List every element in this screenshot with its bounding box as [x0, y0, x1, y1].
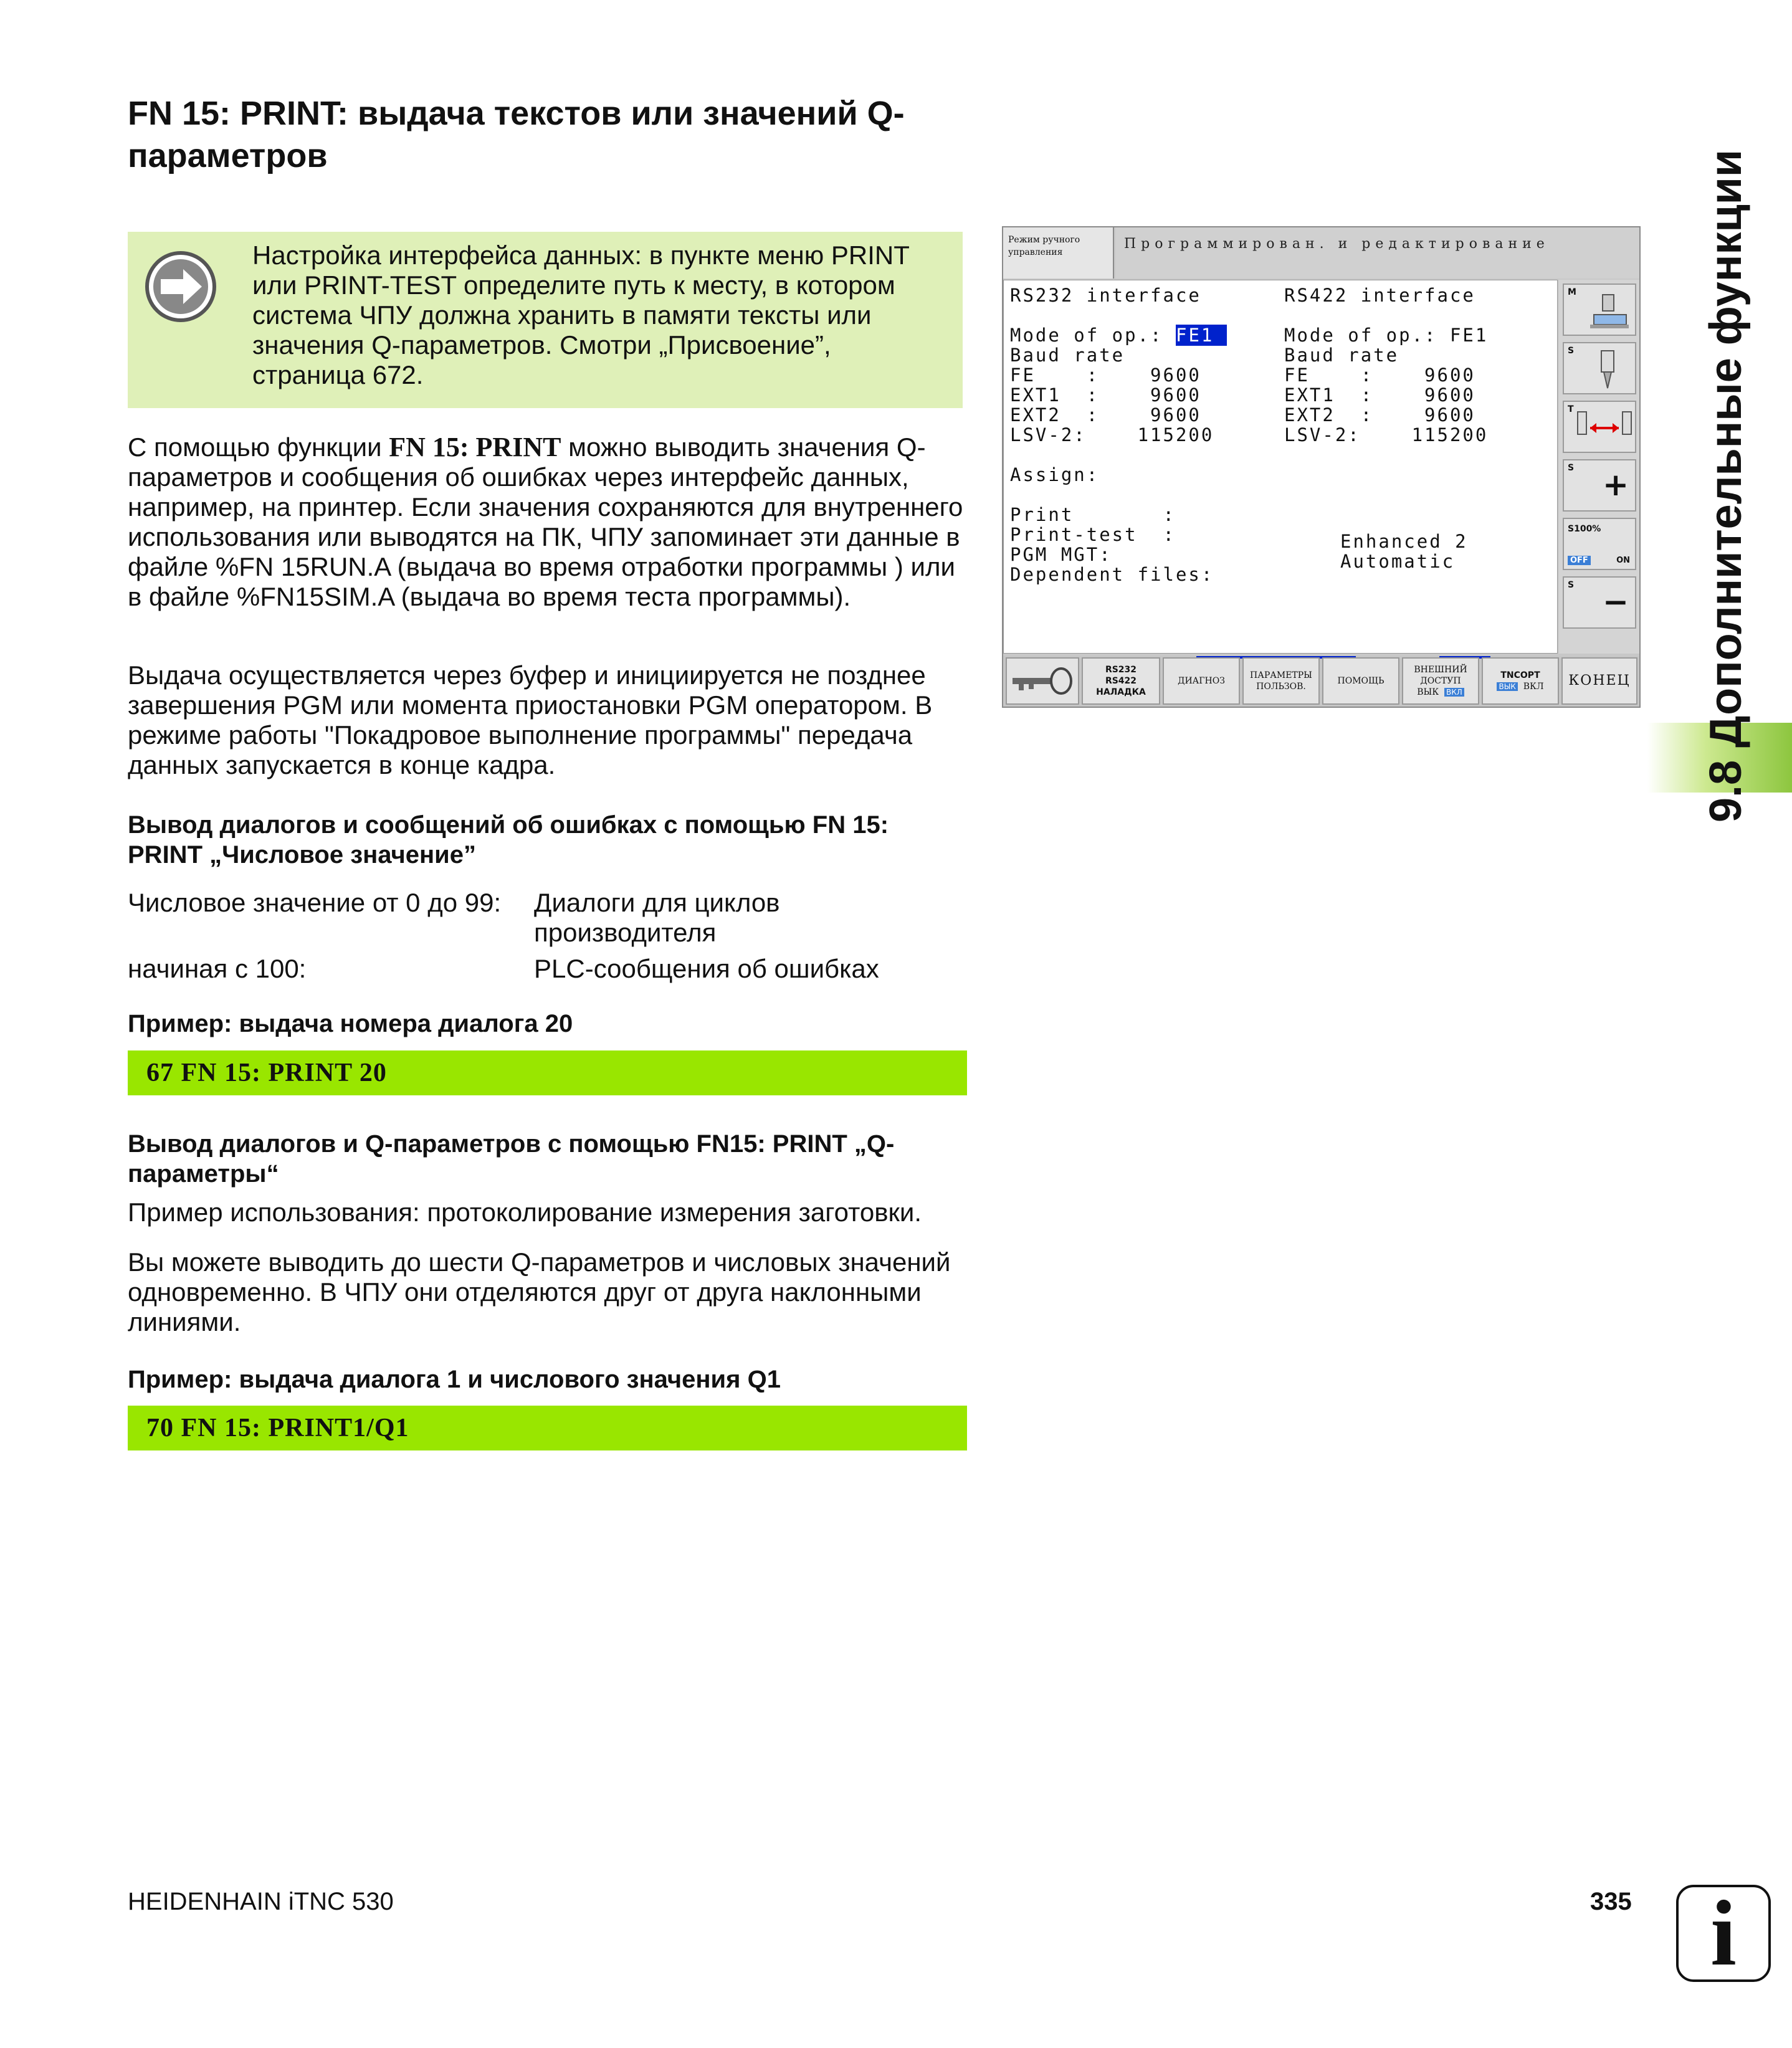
- intro-paragraph: С помощью функции FN 15: PRINT можно выводить значения Q-параметров и сообщения об ошибках через интерфейс данных, например, на принтер. Если значения сохраняются для внутреннего использования или выводятся на ПК, ЧПУ запоминает эти данные в файле %FN 15RUN.A (выдача во время отработки программы ) или в файле %FN15SIM.A (выдача во время теста программы).: [128, 432, 963, 611]
- example1-code: 67 FN 15: PRINT 20: [128, 1050, 967, 1095]
- minus-icon: −: [1603, 584, 1629, 620]
- end-softkey[interactable]: КОНЕЦ: [1561, 657, 1637, 705]
- usage-paragraph: Пример использования: протоколирование измерения заготовки.: [128, 1198, 922, 1227]
- spindle-minus-button[interactable]: S −: [1563, 576, 1636, 629]
- mode-label: Режим ручного управления: [1003, 227, 1114, 279]
- spindle-s-button[interactable]: S: [1563, 342, 1636, 394]
- external-access-softkey[interactable]: ВНЕШНИЙ ДОСТУП ВЫК ВКЛ: [1402, 657, 1479, 705]
- tool-change-icon: [1575, 409, 1634, 450]
- separator-paragraph: Вы можете выводить до шести Q-параметров и числовых значений одновременно. В ЧПУ они отделяются друг от друга наклонными линиями.: [128, 1247, 951, 1336]
- user-params-softkey[interactable]: ПАРАМЕТРЫ ПОЛЬЗОВ.: [1242, 657, 1320, 705]
- spindle-plus-button[interactable]: S +: [1563, 459, 1636, 512]
- spindle-m-button[interactable]: M: [1563, 283, 1636, 336]
- definition-row: начиная с 100: PLC-сообщения об ошибках: [128, 954, 879, 983]
- definition-row: Числовое значение от 0 до 99: Диалоги для циклов производителя: [128, 888, 780, 947]
- key-icon: [1010, 665, 1075, 697]
- side-softkeys: [1559, 280, 1639, 654]
- example2-heading: Пример: выдача диалога 1 и числового значения Q1: [128, 1366, 781, 1393]
- function-name: FN 15: PRINT: [389, 432, 561, 462]
- screen-title: Программирован. и редактирование: [1115, 227, 1639, 279]
- machine-icon: [1589, 293, 1630, 331]
- info-icon-glyph: i: [1710, 1882, 1737, 1985]
- buffer-paragraph: Выдача осуществляется через буфер и инициируется не позднее завершения PGM или момента приостановки PGM оператором. В режиме работы "Покадровое выполнение программы" передача данных запускается в конце кадра.: [128, 660, 933, 779]
- section-label: 9.8 Дополнительные функции: [1701, 149, 1751, 822]
- mode-selected-value[interactable]: FE1: [1175, 325, 1214, 346]
- rs-setup-softkey[interactable]: RS232 RS422 НАЛАДКА: [1082, 657, 1160, 705]
- example2-code: 70 FN 15: PRINT1/Q1: [128, 1406, 967, 1450]
- page-number: 335: [1590, 1888, 1632, 1915]
- interface-settings-panel: [1003, 280, 1558, 654]
- section-heading-qparams: Вывод диалогов и Q-параметров с помощью FN15: PRINT „Q-параметры“: [128, 1130, 895, 1188]
- softkey-bar: [1003, 656, 1639, 707]
- tncopt-softkey[interactable]: TNCOPT ВЫК ВКЛ: [1482, 657, 1559, 705]
- page-title: FN 15: PRINT: выдача текстов или значений Q-параметров: [128, 95, 905, 174]
- note-text: Настройка интерфейса данных: в пункте меню PRINT или PRINT-TEST определите путь к месту, в котором система ЧПУ должна хранить в памяти тексты или значения Q-параметров. Смотри „Присвоение”, страница 672.: [252, 241, 910, 389]
- pgm-mgt-values: Enhanced 2 Automatic: [1340, 531, 1468, 572]
- section-heading-numeric: Вывод диалогов и сообщений об ошибках с помощью FN 15: PRINT „Числовое значение”: [128, 811, 889, 869]
- example1-heading: Пример: выдача номера диалога 20: [128, 1010, 573, 1037]
- cnc-screen: [1002, 226, 1641, 708]
- rs232-column: RS232 interface Mode of op.: FE1 Baud rate FE : 9600 EXT1 : 9600 EXT2 : 9600 LSV-2: 115200 Assign: Print : Print-test : PGM MGT: Dependent files:: [1010, 285, 1227, 584]
- spindle-override-toggle[interactable]: S100% OFF ON: [1563, 518, 1636, 570]
- rs422-column: RS422 interface Mode of op.: FE1 Baud rate FE : 9600 EXT1 : 9600 EXT2 : 9600 LSV-2: 115200: [1284, 285, 1489, 445]
- arrow-right-icon: [145, 250, 217, 323]
- key-softkey[interactable]: [1006, 657, 1079, 705]
- footer-product: HEIDENHAIN iTNC 530: [128, 1888, 394, 1915]
- help-softkey[interactable]: ПОМОЩЬ: [1322, 657, 1399, 705]
- plus-icon: +: [1603, 467, 1629, 503]
- spindle-icon: [1595, 350, 1620, 391]
- diagnosis-softkey[interactable]: ДИАГНОЗ: [1163, 657, 1240, 705]
- tool-t-button[interactable]: T: [1563, 401, 1636, 453]
- definition-table: [128, 888, 969, 984]
